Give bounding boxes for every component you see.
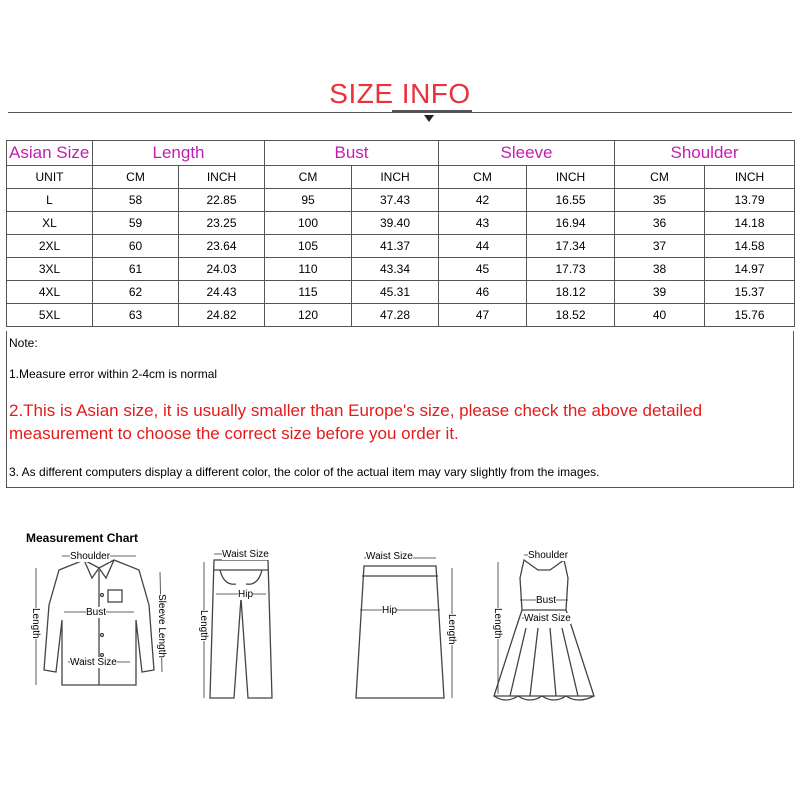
table-cell: 47 [439,304,527,327]
header-sleeve: Sleeve [439,141,615,166]
table-cell: 110 [265,258,352,281]
shirt-bust-label: Bust [86,607,107,618]
unit-cell: INCH [179,166,265,189]
table-cell: 24.03 [179,258,265,281]
note-color-variation: 3. As different computers display a different color, the color of the actual item may vary slightly from the images. [9,465,600,479]
skirt-figure [340,548,465,703]
table-cell: 45 [439,258,527,281]
table-unit-row [7,166,795,189]
header-length: Length [93,141,265,166]
table-cell: 13.79 [705,189,795,212]
shirt-icon [24,550,174,700]
table-cell: 23.25 [179,212,265,235]
shirt-shoulder-label: Shoulder [70,551,111,562]
table-cell: 16.94 [527,212,615,235]
table-cell: 46 [439,281,527,304]
table-cell: 100 [265,212,352,235]
table-cell: 95 [265,189,352,212]
table-row [7,235,795,258]
unit-cell: CM [93,166,179,189]
unit-cell: INCH [527,166,615,189]
note-label: Note: [9,336,38,350]
dress-waist-label: Waist Size [524,613,571,624]
size-label-cell: XL [7,212,93,235]
header-asian-size: Asian Size [7,141,93,166]
table-cell: 17.34 [527,235,615,258]
table-cell: 38 [615,258,705,281]
size-label-cell: 2XL [7,235,93,258]
shirt-sleeve-label: Sleeve Length [156,594,167,658]
table-cell: 16.55 [527,189,615,212]
table-cell: 120 [265,304,352,327]
arrow-down-icon [424,115,434,122]
unit-cell: INCH [352,166,439,189]
notes-box [6,331,794,488]
table-cell: 44 [439,235,527,258]
table-cell: 24.82 [179,304,265,327]
table-cell: 37 [615,235,705,258]
table-cell: 40 [615,304,705,327]
size-label-cell: 3XL [7,258,93,281]
size-label-cell: 4XL [7,281,93,304]
size-table [6,140,795,327]
title-divider-tab [392,110,472,113]
table-cell: 18.52 [527,304,615,327]
shirt-length-label: Length [30,608,41,639]
table-cell: 58 [93,189,179,212]
table-cell: 105 [265,235,352,258]
table-cell: 41.37 [352,235,439,258]
dress-shoulder-label: Shoulder [528,550,569,561]
table-cell: 60 [93,235,179,258]
pants-length-label: Length [198,610,209,641]
pants-waist-label: Waist Size [222,549,269,560]
table-cell: 61 [93,258,179,281]
table-row [7,304,795,327]
table-cell: 62 [93,281,179,304]
unit-cell: UNIT [7,166,93,189]
table-cell: 43.34 [352,258,439,281]
table-cell: 59 [93,212,179,235]
skirt-hip-label: Hip [382,605,398,616]
note-measure-error: 1.Measure error within 2-4cm is normal [9,367,218,381]
measurement-chart-title: Measurement Chart [26,531,139,545]
table-cell: 18.12 [527,281,615,304]
size-label-cell: 5XL [7,304,93,327]
table-header-row [7,141,795,166]
table-cell: 42 [439,189,527,212]
table-cell: 39 [615,281,705,304]
unit-cell: INCH [705,166,795,189]
table-cell: 39.40 [352,212,439,235]
size-label-cell: L [7,189,93,212]
skirt-length-label: Length [446,614,457,645]
table-row [7,258,795,281]
table-cell: 22.85 [179,189,265,212]
table-cell: 37.43 [352,189,439,212]
table-cell: 47.28 [352,304,439,327]
unit-cell: CM [615,166,705,189]
table-cell: 15.76 [705,304,795,327]
header-shoulder: Shoulder [615,141,795,166]
table-cell: 35 [615,189,705,212]
dress-figure [486,548,601,708]
table-cell: 36 [615,212,705,235]
table-cell: 43 [439,212,527,235]
shirt-figure [24,550,174,700]
header-bust: Bust [265,141,439,166]
table-row [7,189,795,212]
table-cell: 15.37 [705,281,795,304]
table-cell: 14.58 [705,235,795,258]
table-cell: 24.43 [179,281,265,304]
table-cell: 63 [93,304,179,327]
table-cell: 17.73 [527,258,615,281]
pants-icon [196,548,286,703]
unit-cell: CM [265,166,352,189]
table-cell: 14.97 [705,258,795,281]
unit-cell: CM [439,166,527,189]
table-cell: 45.31 [352,281,439,304]
table-cell: 115 [265,281,352,304]
shirt-waist-label: Waist Size [70,657,117,668]
dress-length-label: Length [492,608,503,639]
table-cell: 14.18 [705,212,795,235]
table-cell: 23.64 [179,235,265,258]
dress-icon [486,548,601,708]
note-asian-size: 2.This is Asian size, it is usually smaller than Europe's size, please check the above detailed measurement to choose the correct size before you order it. [9,401,703,443]
page-title: SIZE INFO [329,78,471,109]
table-row [7,212,795,235]
dress-bust-label: Bust [536,595,557,606]
skirt-waist-label: Waist Size [366,551,413,562]
pants-figure [196,548,286,703]
pants-hip-label: Hip [238,589,254,600]
table-row [7,281,795,304]
